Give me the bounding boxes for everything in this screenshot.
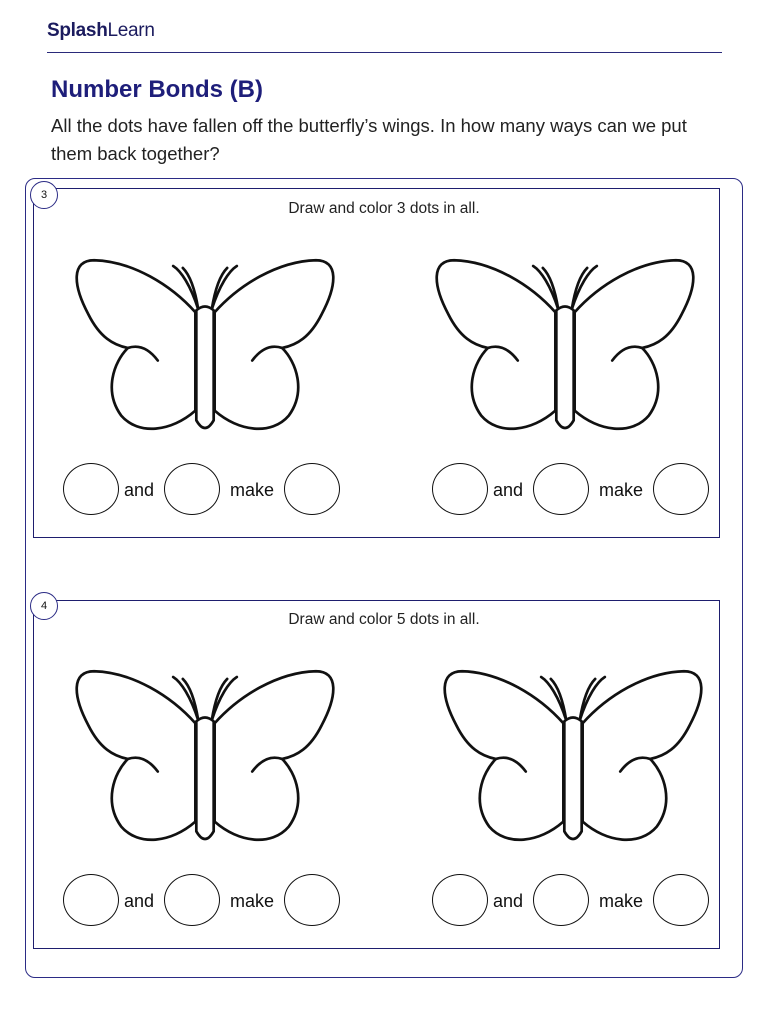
answer-circle[interactable] — [284, 874, 340, 926]
make-label: make — [599, 480, 644, 500]
answer-circle[interactable] — [63, 874, 119, 926]
butterfly-icon[interactable] — [438, 663, 708, 853]
make-label: make — [230, 891, 275, 911]
splashlearn-logo: SplashLearn — [47, 20, 155, 41]
butterfly-icon[interactable] — [70, 663, 340, 853]
and-label: and — [124, 891, 155, 911]
answer-circle[interactable] — [432, 463, 488, 515]
answer-circle[interactable] — [164, 463, 220, 515]
question-prompt: Draw and color 5 dots in all. — [288, 611, 480, 628]
answer-circle[interactable] — [63, 463, 119, 515]
question-number-badge: 3 — [30, 181, 58, 209]
make-label: make — [230, 480, 275, 500]
make-label: make — [599, 891, 644, 911]
answer-circle[interactable] — [653, 874, 709, 926]
butterfly-icon[interactable] — [70, 252, 340, 442]
answer-circle[interactable] — [164, 874, 220, 926]
and-label: and — [493, 480, 524, 500]
header-divider — [47, 52, 722, 53]
question-number-badge: 4 — [30, 592, 58, 620]
question-prompt: Draw and color 3 dots in all. — [288, 200, 480, 217]
and-label: and — [124, 480, 155, 500]
worksheet-instructions: All the dots have fallen off the butterfly’s wings. In how many ways can we put them back together? — [51, 115, 687, 164]
answer-circle[interactable] — [533, 463, 589, 515]
and-label: and — [493, 891, 524, 911]
butterfly-icon[interactable] — [430, 252, 700, 442]
answer-circle[interactable] — [432, 874, 488, 926]
answer-circle[interactable] — [284, 463, 340, 515]
answer-circle[interactable] — [533, 874, 589, 926]
worksheet-title: Number Bonds (B) — [51, 76, 263, 103]
answer-circle[interactable] — [653, 463, 709, 515]
